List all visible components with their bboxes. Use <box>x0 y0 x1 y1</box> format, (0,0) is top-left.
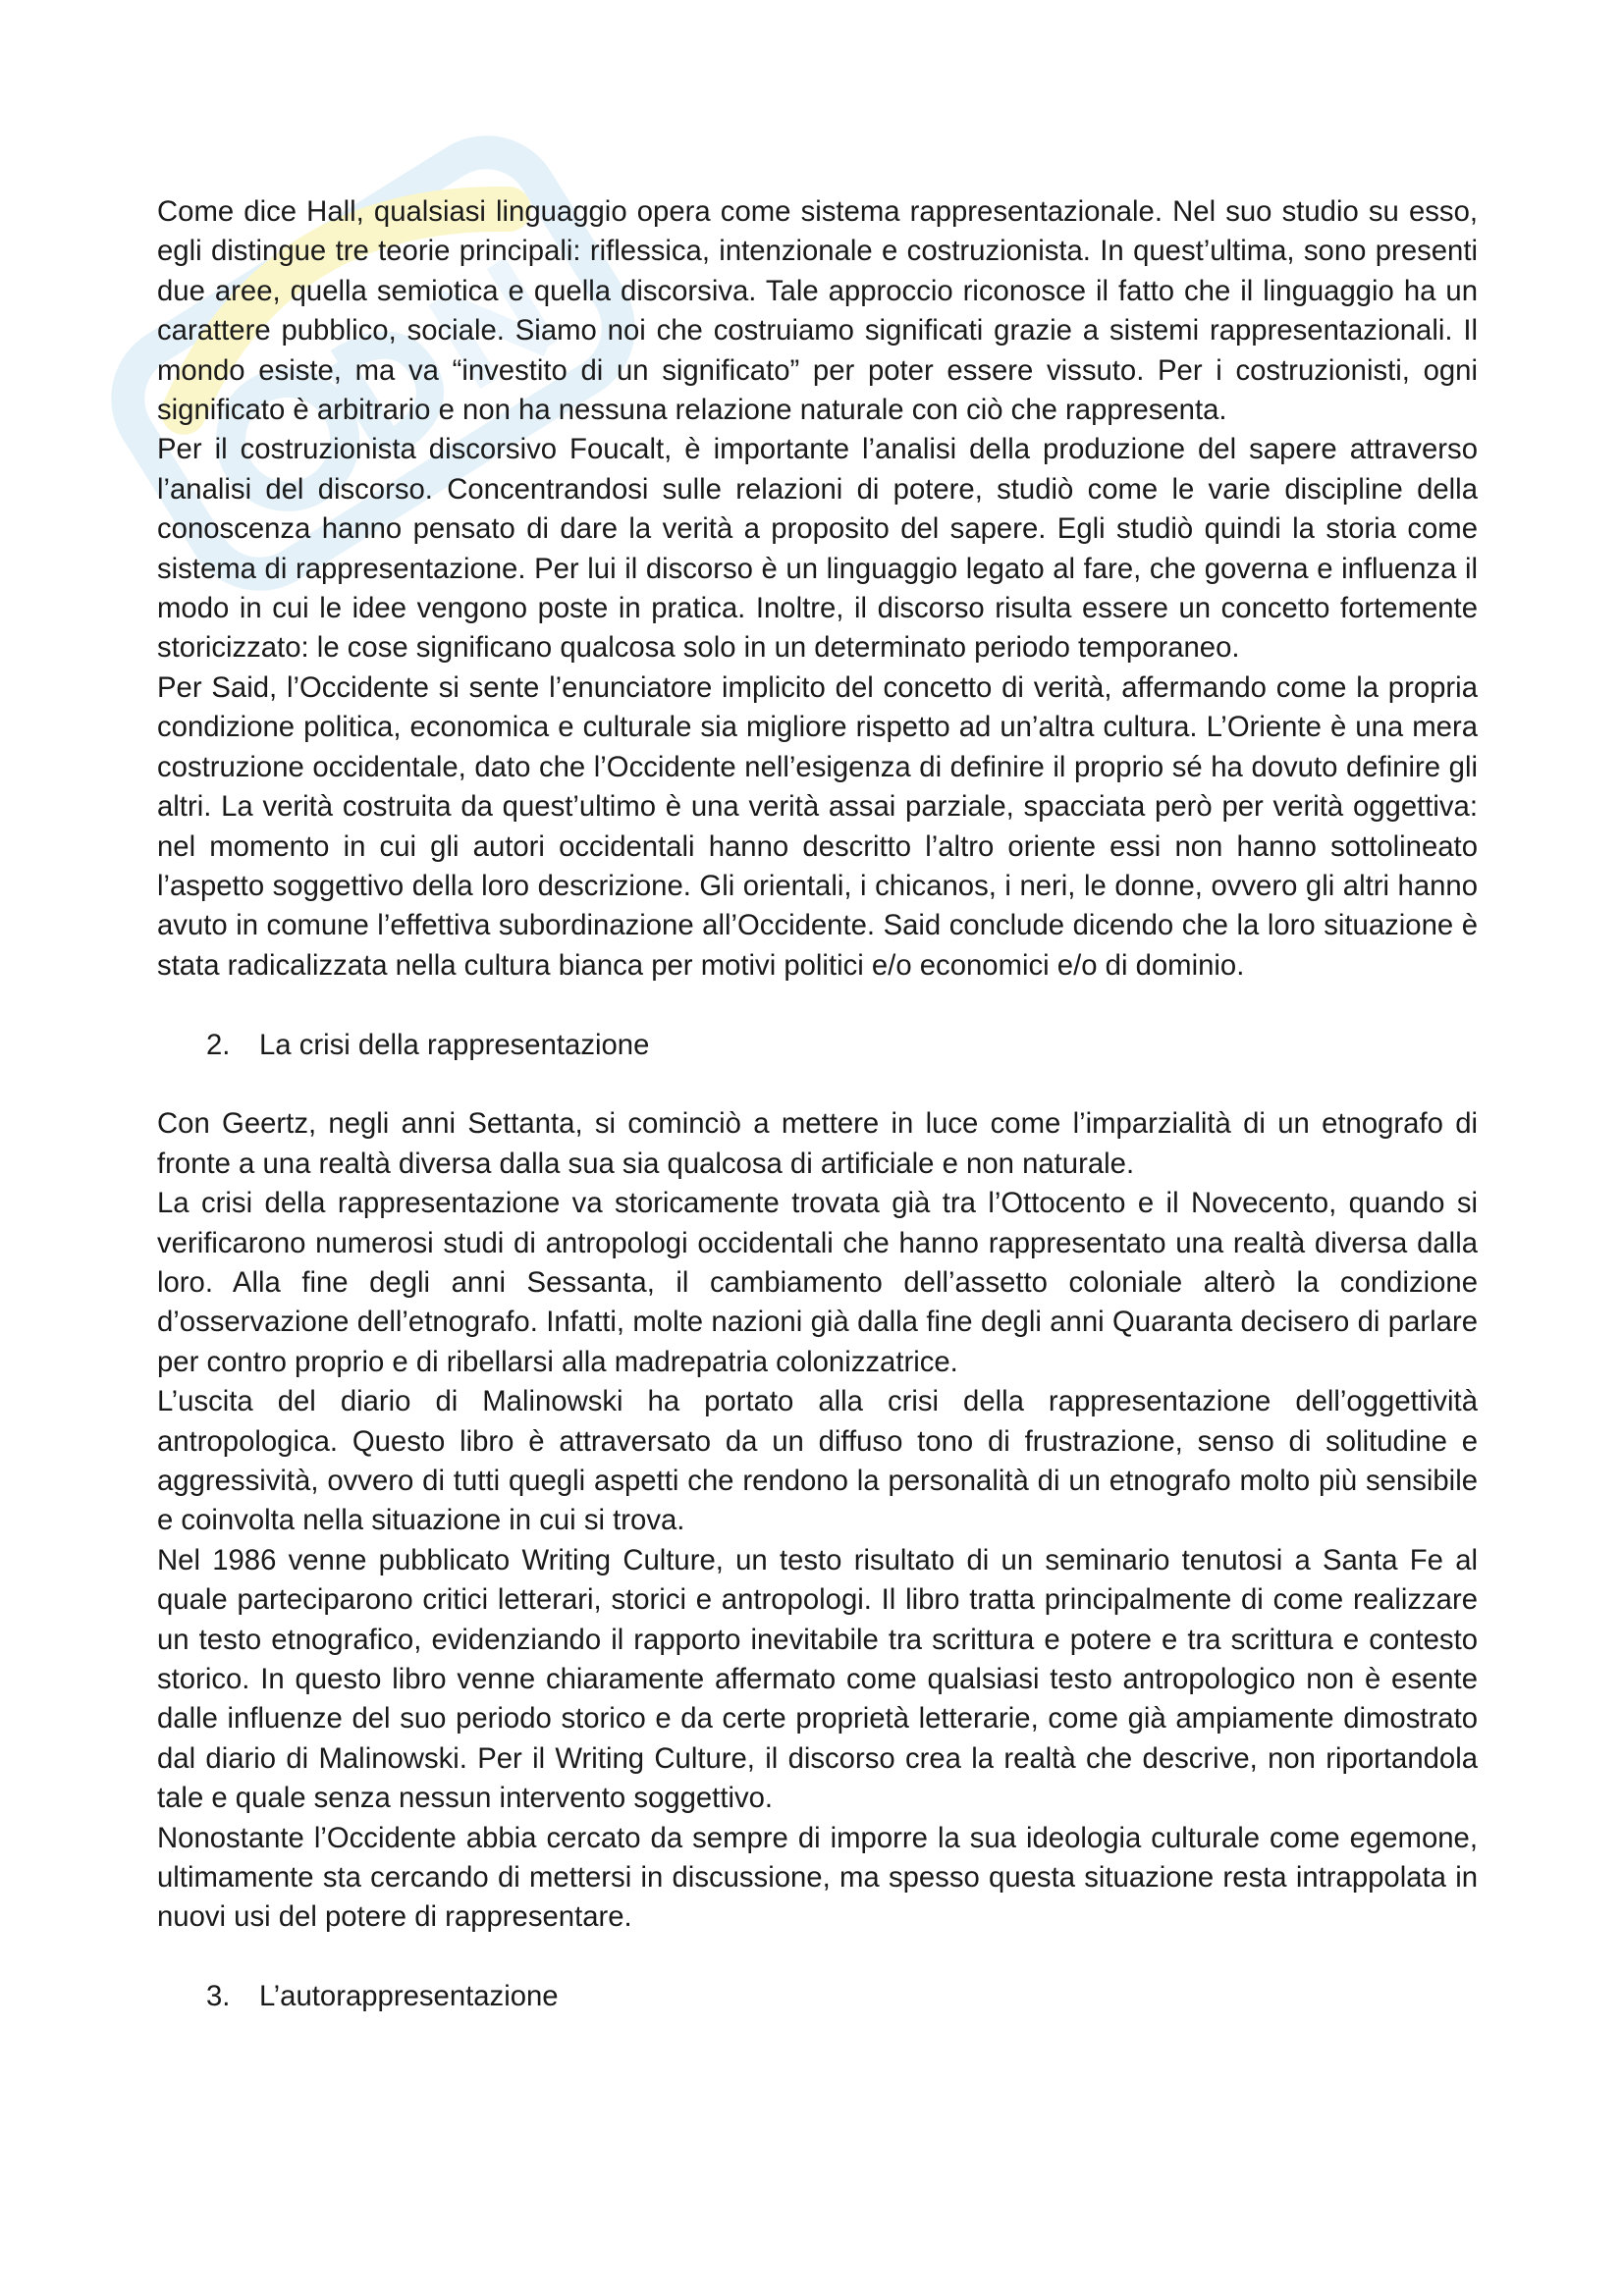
section-heading-2 <box>157 1026 1478 1065</box>
paragraph-foucault: Per il costruzionista discorsivo Foucalt, è importante l’analisi della produzione del sapere attraverso l’analisi del discorso. Concentrandosi sulle relazioni di potere, studiò come le varie discipline della conoscenza hanno pensato di dare la verità a proposito del sapere. Egli studiò quindi la storia come sistema di rappresentazione. Per lui il discorso è un linguaggio legato al fare, che governa e influenza il modo in cui le idee vengono poste in pratica. Inoltre, il discorso risulta essere un concetto fortemente storicizzato: le cose significano qualcosa solo in un determinato periodo temporaneo. <box>157 433 1478 665</box>
paragraph-occidente: Nonostante l’Occidente abbia cercato da sempre di imporre la sua ideologia culturale come egemone, ultimamente sta cercando di mettersi in discussione, ma spesso questa situazione resta intrappolata in nuovi usi del potere di rappresentare. <box>157 1821 1478 1934</box>
spacer <box>157 986 1478 1025</box>
section-heading-3 <box>157 1977 1478 2016</box>
paragraph-geertz: Con Geertz, negli anni Settanta, si cominciò a mettere in luce come l’imparzialità di un etnografo di fronte a una realtà diversa dalla sua sia qualcosa di artificiale e non naturale. <box>157 1107 1478 1180</box>
paragraph-malinowski: L’uscita del diario di Malinowski ha portato alla crisi della rappresentazione dell’oggettività antropologica. Questo libro è attraversato da un diffuso tono di frustrazione, senso di solitudine e aggressività, ovvero di tutti quegli aspetti che rendono la personalità di un etnografo molto più sensibile e coinvolta nella situazione in cui si trova. <box>157 1385 1478 1537</box>
spacer <box>157 1065 1478 1104</box>
paragraph-crisis-history: La crisi della rappresentazione va storicamente trovata già tra l’Ottocento e il Novecento, quando si verificarono numerosi studi di antropologi occidentali che hanno rappresentato una realtà diversa dalla loro. Alla fine degli anni Sessanta, il cambiamento dell’assetto coloniale alterò la condizione d’osservazione dell’etnografo. Infatti, molte nazioni già dalla fine degli anni Quaranta decisero di parlare per contro proprio e di ribellarsi alla madrepatria colonizzatrice. <box>157 1187 1478 1378</box>
paragraph-said: Per Said, l’Occidente si sente l’enunciatore implicito del concetto di verità, affermando come la propria condizione politica, economica e culturale sia migliore rispetto ad un’altra cultura. L’Oriente è una mera costruzione occidentale, dato che l’Occidente nell’esigenza di definire il proprio sé ha dovuto definire gli altri. La verità costruita da quest’ultimo è una verità assai parziale, spacciata però per verità oggettiva: nel momento in cui gli autori occidentali hanno descritto l’altro oriente essi non hanno sottolineato l’aspetto soggettivo della loro descrizione. Gli orientali, i chicanos, i neri, le donne, ovvero gli altri hanno avuto in comune l’effettiva subordinazione all’Occidente. Said conclude dicendo che la loro situazione è stata radicalizzata nella cultura bianca per motivi politici e/o economici e/o di dominio. <box>157 670 1478 982</box>
section-title: La crisi della rappresentazione <box>259 1028 650 1061</box>
section-number: 2. <box>206 1028 231 1061</box>
paragraph-hall: Come dice Hall, qualsiasi linguaggio opera come sistema rappresentazionale. Nel suo studio su esso, egli distingue tre teorie principali: riflessica, intenzionale e costruzionista. In quest’ultima, sono presenti due aree, quella semiotica e quella discorsiva. Tale approccio riconosce il fatto che il linguaggio ha un carattere pubblico, sociale. Siamo noi che costruiamo significati grazie a sistemi rappresentazionali. Il mondo esiste, ma va “investito di un significato” per poter essere vissuto. Per i costruzionisti, ogni significato è arbitrario e non ha nessuna relazione naturale con ciò che rappresenta. <box>157 195 1478 427</box>
section-title: L’autorappresentazione <box>259 1980 559 2013</box>
spacer <box>157 1938 1478 1977</box>
document-page <box>157 192 1478 2017</box>
section-number: 3. <box>206 1980 231 2013</box>
paragraph-writing-culture: Nel 1986 venne pubblicato Writing Culture, un testo risultato di un seminario tenutosi a Santa Fe al quale parteciparono critici letterari, storici e antropologi. Il libro tratta principalmente di come realizzare un testo etnografico, evidenziando il rapporto inevitabile tra scrittura e potere e tra scrittura e contesto storico. In questo libro venne chiaramente affermato come qualsiasi testo antropologico non è esente dalle influenze del suo periodo storico e da certe proprietà letterarie, come già ampiamente dimostrato dal diario di Malinowski. Per il Writing Culture, il discorso crea la realtà che descrive, non riportandola tale e quale senza nessun intervento soggettivo. <box>157 1543 1478 1815</box>
